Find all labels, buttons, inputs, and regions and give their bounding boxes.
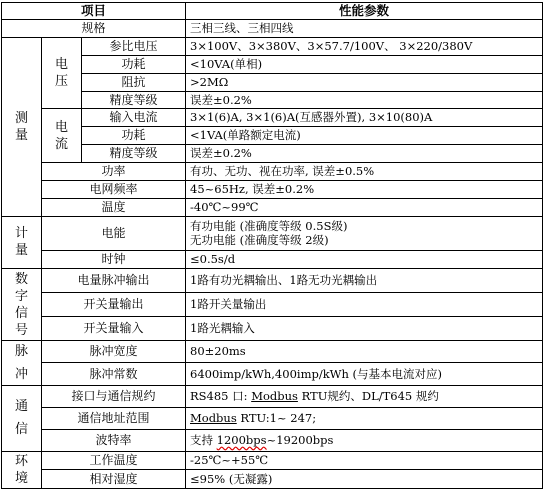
energy-reactive-line: 无功电能 (准确度等级 2级): [190, 233, 329, 248]
row-value: 误差±0.2%: [186, 91, 543, 109]
table-row: [2, 268, 543, 292]
row-label: 工作温度: [42, 451, 186, 469]
row-value: 45~65Hz, 误差±0.2%: [186, 181, 543, 199]
table-row: [2, 363, 543, 385]
row-label: 参比电压: [82, 37, 186, 55]
row-label: 相对湿度: [42, 470, 186, 489]
table-row: [2, 429, 543, 451]
table-row: [2, 250, 543, 268]
row-label: 接口与通信规约: [42, 385, 186, 407]
spec-label: 规格: [2, 19, 186, 37]
row-label: 功耗: [82, 127, 186, 145]
row-label: 通信地址范围: [42, 407, 186, 429]
group-communication: 通 信: [2, 385, 42, 451]
row-value: -40℃~99℃: [186, 199, 543, 217]
spec-value: 三相三线、三相四线: [186, 19, 543, 37]
table-row: [2, 163, 543, 181]
table-row: [2, 317, 543, 341]
row-label: 功耗: [82, 55, 186, 73]
row-value: 80±20ms: [186, 341, 543, 363]
header-performance: 性能参数: [186, 3, 543, 20]
row-label: 精度等级: [82, 91, 186, 109]
row-label: 脉冲宽度: [42, 341, 186, 363]
table-row: [2, 385, 543, 407]
row-value: <1VA(单路额定电流): [186, 127, 543, 145]
table-row: [2, 181, 543, 199]
table-row: [2, 407, 543, 429]
group-environment: 环 境: [2, 451, 42, 488]
row-value: 误差±0.2%: [186, 145, 543, 163]
subgroup-voltage: 电 压: [42, 37, 82, 109]
row-label: 输入电流: [82, 109, 186, 127]
row-label: 时钟: [42, 250, 186, 268]
table-row: [2, 91, 543, 109]
group-metering: 计 量: [2, 217, 42, 269]
header-row: [2, 3, 543, 20]
row-label: 波特率: [42, 429, 186, 451]
row-label: 电能: [42, 217, 186, 251]
row-value: 支持 1200bps~19200bps: [186, 429, 543, 451]
row-label: 精度等级: [82, 145, 186, 163]
row-label: 温度: [42, 199, 186, 217]
table-row: [2, 37, 543, 55]
table-row: [2, 73, 543, 91]
group-measurement: 测 量: [2, 37, 42, 216]
row-value: 1路开关量输出: [186, 292, 543, 316]
table-row: [2, 127, 543, 145]
table-row: [2, 109, 543, 127]
row-label: 功率: [42, 163, 186, 181]
group-digital-signal: 数 字 信 号: [2, 268, 42, 341]
subgroup-current: 电 流: [42, 109, 82, 163]
table-row: [2, 470, 543, 489]
header-item: 项目: [2, 3, 186, 20]
table-row: [2, 145, 543, 163]
spellcheck-mark: 1200bps: [216, 432, 267, 447]
spec-row: [2, 19, 543, 37]
row-value: ≤0.5s/d: [186, 250, 543, 268]
row-value: -25℃~+55℃: [186, 451, 543, 469]
table-row: [2, 217, 543, 251]
row-label: 电网频率: [42, 181, 186, 199]
energy-active-line: 有功电能 (准确度等级 0.5S级): [190, 219, 348, 234]
row-label: 脉冲常数: [42, 363, 186, 385]
group-pulse: 脉 冲: [2, 341, 42, 385]
row-value: 有功、无功、视在功率, 误差±0.5%: [186, 163, 543, 181]
row-value: <10VA(单相): [186, 55, 543, 73]
energy-value: [186, 217, 543, 251]
row-label: 阻抗: [82, 73, 186, 91]
modbus-term: Modbus: [251, 388, 298, 403]
table-row: [2, 55, 543, 73]
row-value: 3×1(6)A, 3×1(6)A(互感器外置), 3×10(80)A: [186, 109, 543, 127]
row-value: >2MΩ: [186, 73, 543, 91]
row-value: 1路光耦输入: [186, 317, 543, 341]
modbus-term: Modbus: [190, 410, 237, 425]
table-row: [2, 292, 543, 316]
row-label: 开关量输入: [42, 317, 186, 341]
row-value: Modbus RTU:1~ 247;: [186, 407, 543, 429]
row-value: 6400imp/kWh,400imp/kWh (与基本电流对应): [186, 363, 543, 385]
row-value: 1路有功光耦输出、1路无功光耦输出: [186, 268, 543, 292]
table-row: [2, 341, 543, 363]
row-value: ≤95% (无凝露): [186, 470, 543, 489]
table-row: [2, 199, 543, 217]
table-row: [2, 451, 543, 469]
spec-table: [1, 2, 543, 489]
row-label: 开关量输出: [42, 292, 186, 316]
row-label: 电量脉冲输出: [42, 268, 186, 292]
row-value: 3×100V、3×380V、3×57.7/100V、 3×220/380V: [186, 37, 543, 55]
row-value: RS485 口: Modbus RTU规约、DL/T645 规约: [186, 385, 543, 407]
